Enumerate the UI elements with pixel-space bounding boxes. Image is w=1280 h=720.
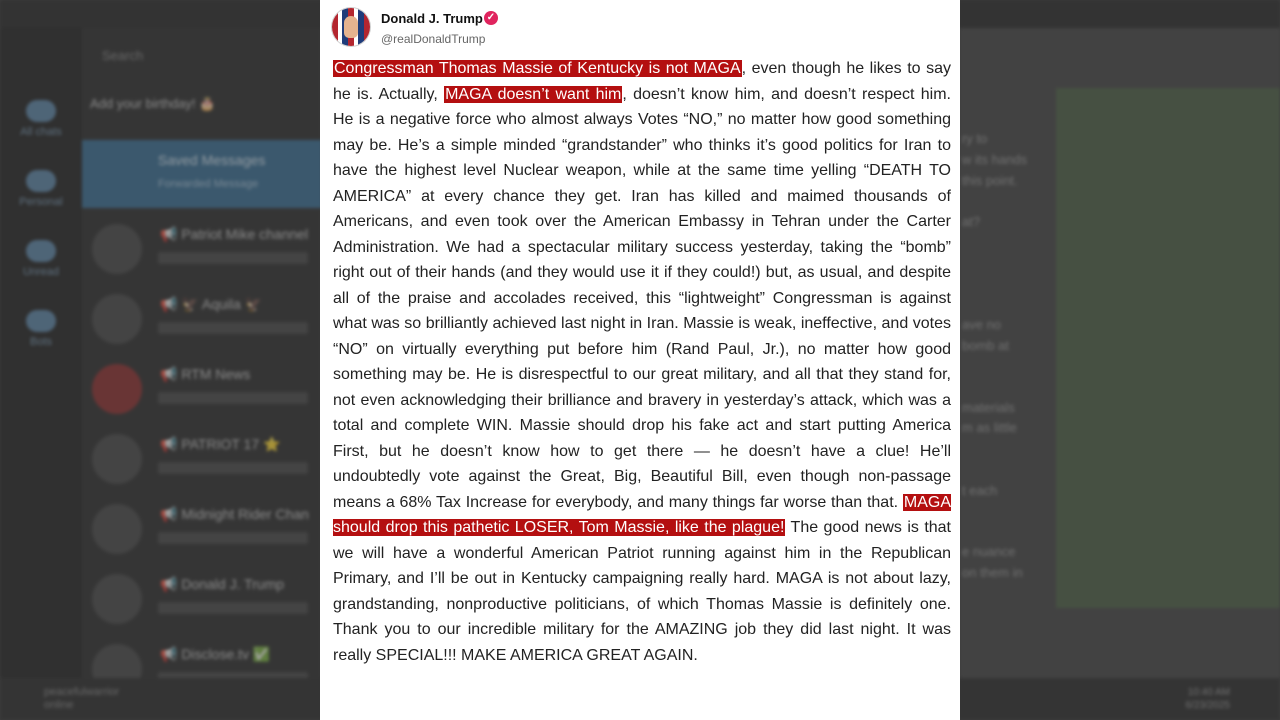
birthday-text: Add your birthday! 🎂 (90, 96, 216, 111)
author-name[interactable]: Donald J. Trump (381, 11, 483, 26)
system-clock (1186, 686, 1231, 712)
chat-preview (158, 252, 308, 264)
avatar (92, 434, 142, 484)
chat-bubble-icon (26, 240, 56, 262)
message-fragment: ry to (962, 131, 988, 146)
truth-social-post (320, 0, 960, 720)
chat-preview (158, 322, 308, 334)
avatar (92, 574, 142, 624)
clock-date: 6/23/2025 (1185, 700, 1230, 711)
chat-row[interactable] (82, 422, 322, 490)
verified-badge-icon: ✓ (484, 11, 498, 25)
folder-all-chats[interactable] (14, 100, 68, 138)
chat-preview (158, 392, 308, 404)
chat-row[interactable] (82, 282, 322, 350)
account-status: online (44, 699, 74, 711)
saved-messages-row[interactable] (82, 140, 322, 208)
chat-name: 📢 Patriot Mike channel (160, 226, 309, 242)
account-info (44, 686, 119, 712)
background-chat-list (82, 28, 322, 720)
clock-time: 10:40 AM (1187, 687, 1230, 698)
chat-row[interactable] (82, 562, 322, 630)
folder-label: Bots (29, 336, 52, 348)
message-fragment: materials (962, 400, 1015, 415)
message-fragment: this point. (962, 173, 1018, 188)
folder-unread[interactable] (14, 240, 68, 278)
background-conversation-wallpaper (1056, 88, 1280, 608)
chat-row[interactable] (82, 352, 322, 420)
chat-name: 📢 Disclose.tv ✅ (160, 646, 271, 662)
post-text (333, 56, 951, 668)
chat-preview (158, 532, 308, 544)
message-fragment: bomb at (962, 338, 1009, 353)
message-fragment: m as little (962, 420, 1017, 435)
post-segment: The good news is that we will have a wonderful American Patriot running against him in the Republican Primary, and I’ll be out in Kentucky campaigning really hard. MAGA is not about lazy, grandstanding, nonproductive politicians, of which Thomas Massie is definitely one. Thank you to our incredible military for the AMAZING job they did last night. It was really SPECIAL!!! MAKE AMERICA GREAT AGAIN. (333, 519, 952, 664)
post-segment: , doesn’t know him, and doesn’t respect him. He is a negative force who almost always Votes “NO,” no matter how good something may be. He’s a simple minded “grandstander” who thinks it’s good politics for Iran to have the highest level Nuclear weapon, while at the same time yelling “DEATH TO AMERICA” at every chance they get. Iran has killed and maimed thousands of Americans, and even took over the American Embassy in Tehran under the Carter Administration. We had a spectacular military success yesterday, taking the “bomb” right out of their hands (and they would use it if they could!) but, as usual, and despite all of the praise and accolades received, this “lightweight” Congressman is against what was so brilliantly achieved last night in Iran. Massie is weak, ineffective, and votes “NO” on virtually everything put before him (Rand Paul, Jr.), no matter how good something may be. He is disrespectful to our great military, and all that they stand for, not even acknowledging their brilliance and bravery in yesterday’s attack, which was a total and complete WIN. Massie should drop his fake act and start putting America First, but he doesn’t know how to get there — he doesn’t have a clue! He’ll undoubtedly vote against the Great, Big, Beautiful Bill, even though non-passage means a 68% Tax Increase for everybody, and many things far worse than that. (333, 85, 952, 511)
avatar (92, 294, 142, 344)
author-handle[interactable]: @realDonaldTrump (381, 32, 486, 46)
message-fragment: t each (962, 483, 998, 498)
avatar (92, 504, 142, 554)
chat-name: 📢 Midnight Rider Chan (160, 506, 309, 522)
message-fragment: e nuance (962, 544, 1016, 559)
chat-name: 📢 🦅 Aquila 🦅 (160, 296, 263, 312)
post-segment: Congressman Thomas Massie of Kentucky is not MAGA (334, 60, 741, 77)
chat-bubble-icon (26, 100, 56, 122)
chat-name: 📢 RTM News (160, 366, 251, 382)
message-fragment: at? (962, 214, 981, 229)
avatar (92, 364, 142, 414)
bot-icon (26, 310, 56, 332)
folder-personal[interactable] (14, 170, 68, 208)
face-icon (344, 16, 358, 38)
folder-label: All chats (20, 126, 62, 138)
folder-bots[interactable] (14, 310, 68, 348)
saved-messages-preview: Forwarded Message (158, 178, 259, 190)
chat-name: 📢 PATRIOT 17 ⭐ (160, 436, 281, 452)
post-segment: MAGA should drop this pathetic LOSER, Tom Massie, like the plague! (333, 493, 951, 536)
saved-messages-title: Saved Messages (158, 152, 266, 168)
author-avatar[interactable] (332, 8, 370, 46)
birthday-banner[interactable] (90, 96, 320, 118)
folder-label: Personal (19, 196, 63, 208)
chat-preview (158, 602, 308, 614)
message-fragment: on them in (962, 565, 1023, 580)
message-fragment: ave no (962, 317, 1002, 332)
message-fragment: w its hands (962, 152, 1028, 167)
chat-preview (158, 462, 308, 474)
people-icon (26, 170, 56, 192)
chat-name: 📢 Donald J. Trump (160, 576, 285, 592)
chat-row[interactable] (82, 492, 322, 560)
background-folder-rail (0, 28, 82, 720)
chat-row[interactable] (82, 212, 322, 280)
avatar (92, 224, 142, 274)
folder-label: Unread (22, 266, 60, 278)
search-input[interactable]: Search (102, 48, 144, 63)
post-segment: MAGA doesn’t want him (445, 85, 622, 103)
post-segment: , even though he likes to say he is. Actually, (333, 60, 951, 103)
account-name: peacefulwarrior (44, 686, 120, 698)
